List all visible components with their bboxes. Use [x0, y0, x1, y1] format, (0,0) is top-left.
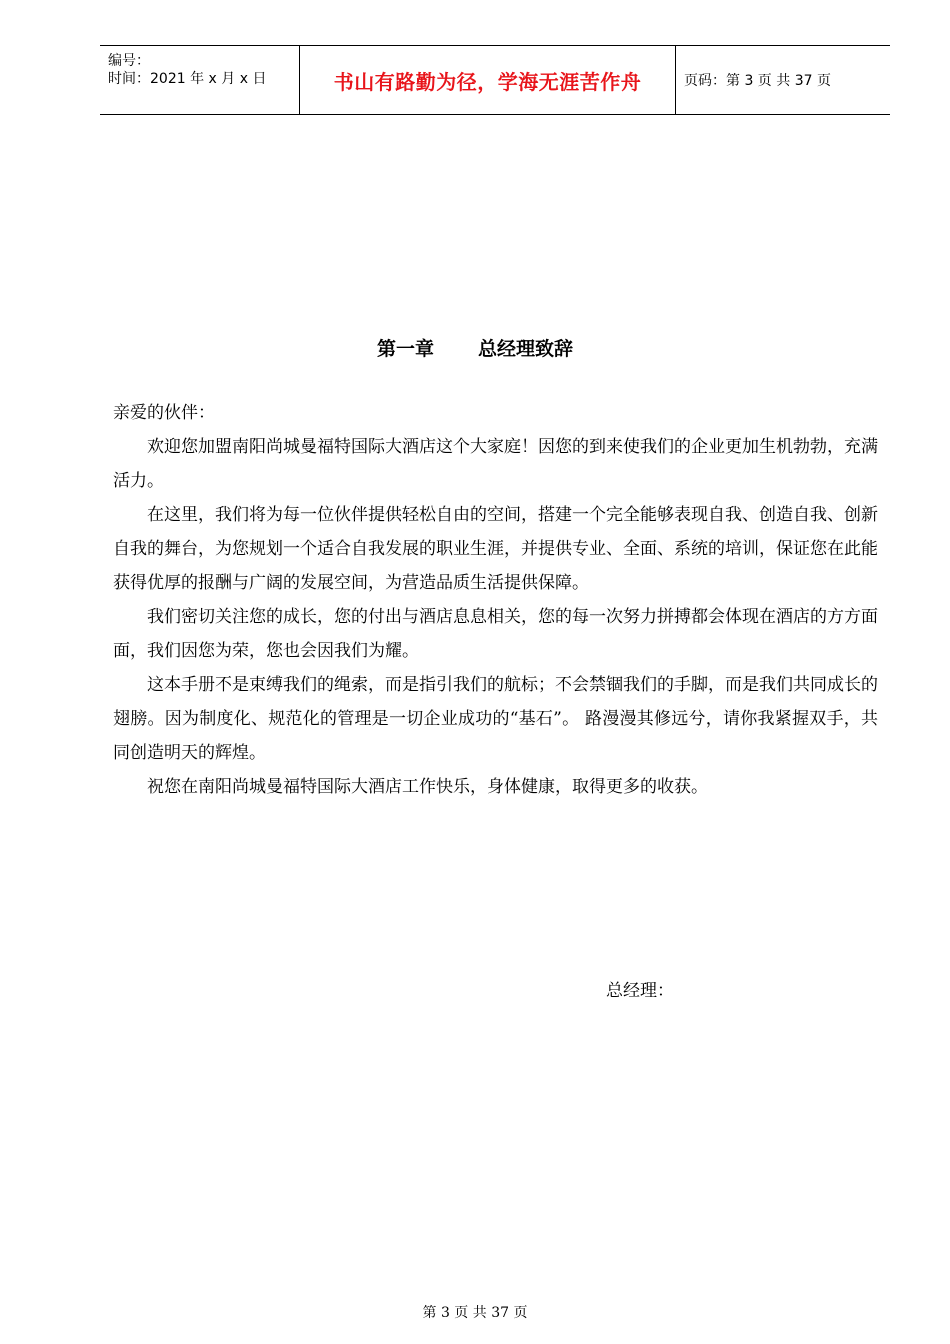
header-motto: 书山有路勤为径，学海无涯苦作舟	[300, 46, 676, 114]
letter-salutation: 亲爱的伙伴：	[113, 403, 215, 423]
letter-paragraph: 这本手册不是束缚我们的绳索，而是指引我们的航标；不会禁锢我们的手脚，而是我们共同成长的翅膀。因为制度化、规范化的管理是一切企业成功的“基石”。 路漫漫其修远兮，请你我紧握双手，共同创造明天的辉煌。	[113, 675, 878, 763]
document-time-label: 时间：2021 年 x 月 x 日	[108, 71, 267, 87]
letter-signature: 总经理：	[606, 981, 674, 1001]
header-page-info: 页码：第 3 页 共 37 页	[684, 73, 831, 89]
letter-paragraph: 祝您在南阳尚城曼福特国际大酒店工作快乐，身体健康，取得更多的收获。	[147, 777, 708, 797]
document-number-label: 编号：	[108, 53, 150, 69]
page-header	[100, 45, 890, 115]
letter-paragraph: 在这里，我们将为每一位伙伴提供轻松自由的空间，搭建一个完全能够表现自我、创造自我、创新自我的舞台，为您规划一个适合自我发展的职业生涯，并提供专业、全面、系统的培训，保证您在此能获得优厚的报酬与广阔的发展空间，为营造品质生活提供保障。	[113, 505, 878, 593]
page-footer: 第 3 页 共 37 页	[422, 1305, 528, 1321]
chapter-number: 第一章	[376, 338, 434, 360]
chapter-title: 总经理致辞	[478, 338, 574, 360]
chapter-heading	[0, 334, 950, 361]
header-meta	[100, 46, 300, 114]
letter-body	[113, 396, 878, 804]
letter-paragraph: 欢迎您加盟南阳尚城曼福特国际大酒店这个大家庭！因您的到来使我们的企业更加生机勃勃，充满活力。	[113, 437, 878, 491]
letter-paragraph: 我们密切关注您的成长，您的付出与酒店息息相关，您的每一次努力拼搏都会体现在酒店的方方面面，我们因您为荣，您也会因我们为耀。	[113, 607, 878, 661]
